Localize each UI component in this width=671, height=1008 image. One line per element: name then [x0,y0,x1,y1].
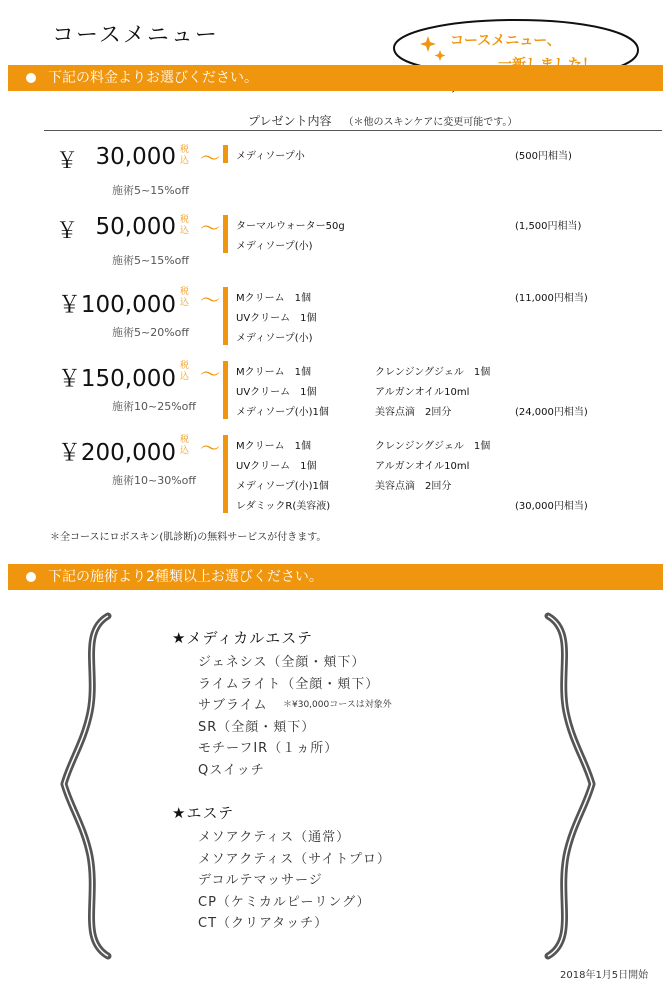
gift-item: Mクリーム 1個 [236,367,311,378]
section-header-label: 下記の料金よりお選びください。 [48,70,258,86]
treatment-item: CT（クリアタッチ） [198,916,329,931]
medical-esthe-heading: ★メディカルエステ [172,629,313,647]
price-amount: 30,000 [95,144,176,170]
tilde-mark: ～ [200,146,220,170]
start-date: 2018年1月5日開始 [560,970,649,981]
gift-item: メディソープ小 [236,151,305,162]
value-equivalent: (11,000円相当) [515,293,588,304]
section-header-treatment [8,564,663,590]
tax-label: 税込 [180,287,190,308]
gift-item: Mクリーム 1個 [236,293,311,304]
treatment-item: メソアクティス（サイトプロ） [198,851,391,867]
gift-item: 美容点滴 2回分 [375,481,452,492]
present-header-note: （＊他のスキンケアに変更可能です。） [343,117,518,128]
tax-label: 税込 [180,145,190,166]
bubble-line-1: コースメニュー、 [450,33,561,49]
value-equivalent: (1,500円相当) [515,221,582,232]
value-equivalent: (500円相当) [515,151,572,162]
gift-item: UVクリーム 1個 [236,313,317,324]
tax-label: 税込 [180,361,190,382]
right-brace-ornament [536,612,596,960]
treatment-note: ＊¥30,000コースは対象外 [283,700,392,710]
gift-item: アルガンオイル10ml [375,387,470,398]
price-amount: 50,000 [95,214,176,240]
esthe-heading: ★エステ [172,804,235,822]
price-amount: ￥100,000 [57,292,176,318]
price-amount: ￥200,000 [57,440,176,466]
discount-text: 施術10~30%off [112,474,196,487]
orange-bar [223,361,228,419]
present-header-label: プレゼント内容 [248,114,332,128]
section-header-price [8,65,663,91]
gift-item: クレンジングジェル 1個 [375,441,491,452]
gift-item: メディソープ(小)1個 [236,407,329,418]
divider [44,130,662,131]
orange-bar [223,287,228,345]
treatment-item: ライムライト（全顔・頬下） [198,676,380,692]
gift-item: メディソープ(小) [236,333,313,344]
price-amount: ￥150,000 [57,366,176,392]
treatment-item: デコルテマッサージ [198,873,323,888]
discount-text: 施術5~20%off [112,326,189,339]
orange-bar [223,145,228,163]
gift-item: UVクリーム 1個 [236,387,317,398]
treatment-item: モチーフIR（１ヵ所） [198,741,339,756]
left-brace-ornament [60,612,120,960]
tilde-mark: ～ [200,216,220,240]
tilde-mark: ～ [200,288,220,312]
orange-bar [223,435,228,513]
tax-label: 税込 [180,215,190,236]
gift-item: 美容点滴 2回分 [375,407,452,418]
treatment-item: ジェネシス（全顔・頬下） [198,655,366,670]
treatment-item: メソアクティス（通常） [198,830,351,845]
section-header-label: 下記の施術より2種類以上お選びください。 [48,569,323,585]
price-yen: ￥ [56,149,79,174]
orange-bar [223,215,228,253]
value-equivalent: (24,000円相当) [515,407,588,418]
footnote: ＊全コースにロボスキン(肌診断)の無料サービスが付きます。 [50,532,327,543]
bullet-icon [26,73,36,83]
tilde-mark: ～ [200,436,220,460]
bullet-icon [26,572,36,582]
gift-item: Mクリーム 1個 [236,441,311,452]
gift-item: アルガンオイル10ml [375,461,470,472]
gift-item: メディソープ(小) [236,241,313,252]
discount-text: 施術5~15%off [112,184,189,197]
price-yen: ￥ [56,219,79,244]
discount-text: 施術10~25%off [112,400,196,413]
treatment-item: SR（全顔・頬下） [198,719,316,735]
tax-label: 税込 [180,435,190,456]
value-equivalent: (30,000円相当) [515,501,588,512]
page-title: コースメニュー [52,23,219,48]
treatment-item: CP（ケミカルピーリング） [198,894,371,910]
gift-item: クレンジングジェル 1個 [375,367,491,378]
treatment-item: Qスイッチ [198,762,265,778]
gift-item: メディソープ(小)1個 [236,481,329,492]
gift-item: UVクリーム 1個 [236,461,317,472]
gift-item: ターマルウォーター50g [236,221,345,232]
gift-item: レダミックR(美容液) [236,501,331,512]
treatment-item: サブライム [198,698,268,713]
present-header [248,112,517,129]
tilde-mark: ～ [200,362,220,386]
discount-text: 施術5~15%off [112,254,189,267]
